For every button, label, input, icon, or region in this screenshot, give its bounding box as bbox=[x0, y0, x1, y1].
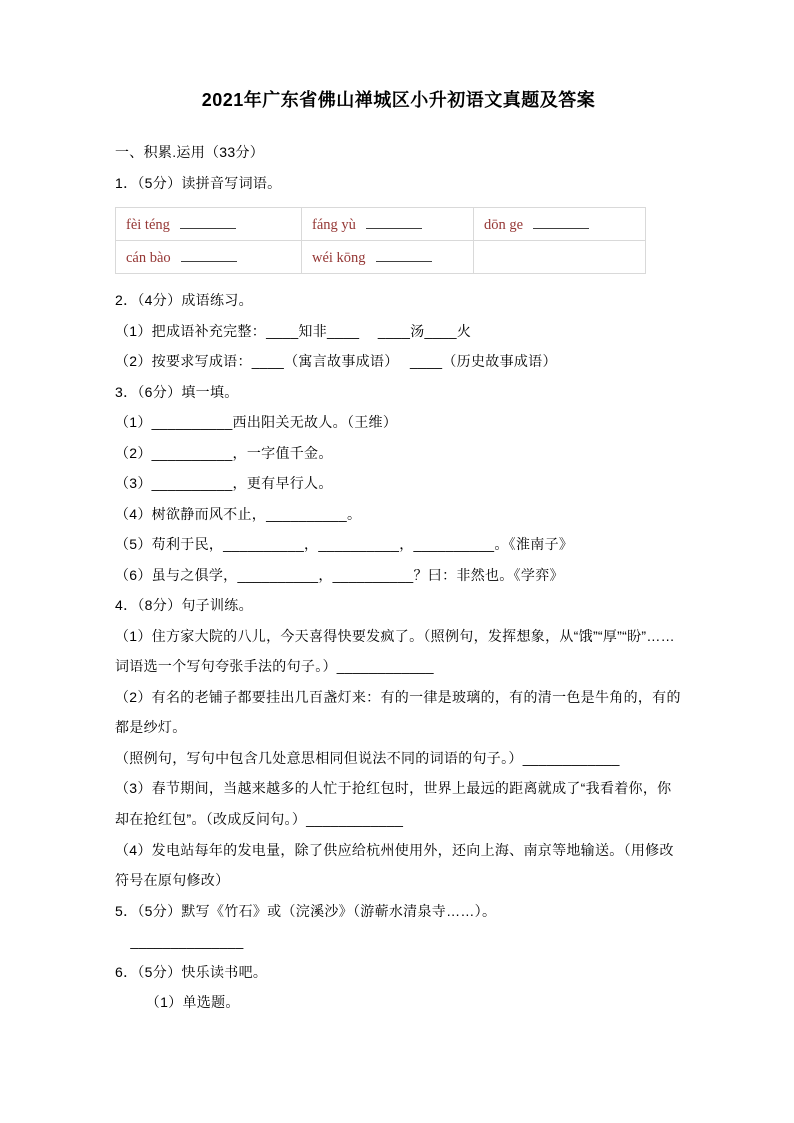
q2-stem: 2．（4分）成语练习。 bbox=[115, 292, 253, 309]
section-heading: 一、积累.运用（33分） bbox=[115, 144, 265, 161]
q4-item-3: （3）春节期间，当越来越多的人忙于抢红包时，世界上最远的距离就成了“我看着你，你却在抢红包”。（改成反问句。）____________ bbox=[115, 780, 672, 827]
q3-item-2: （2）__________，一字值千金。 bbox=[115, 444, 333, 461]
answer-blank bbox=[180, 215, 236, 229]
pinyin-table-row bbox=[116, 241, 646, 274]
pinyin-table-row bbox=[116, 208, 646, 241]
q4-item-2-note: （照例句，写句中包含几处意思相同但说法不同的词语的句子。）____________ bbox=[115, 749, 620, 766]
q6-item-1: （1）单选题。 bbox=[145, 994, 240, 1011]
q1-stem: 1．（5分）读拼音写词语。 bbox=[115, 174, 282, 191]
page-title: 2021年广东省佛山禅城区小升初语文真题及答案 bbox=[201, 90, 596, 110]
q4-item-2: （2）有名的老铺子都要挂出几百盏灯来：有的一律是玻璃的，有的清一色是牛角的，有的都是纱灯。 bbox=[115, 688, 681, 736]
q3-item-6: （6）虽与之俱学，__________，__________？曰：非然也。《学弈》 bbox=[115, 566, 564, 583]
pinyin-text: wéi kōng bbox=[312, 249, 366, 266]
q4-item-1: （1）住方家大院的八儿，今天喜得快要发疯了。（照例句，发挥想象，从“饿”“厚”“盼”……词语选一个写句夸张手法的句子。）____________ bbox=[115, 627, 675, 675]
pinyin-cell bbox=[474, 241, 646, 274]
pinyin-cell bbox=[116, 241, 302, 274]
pinyin-table-body bbox=[116, 208, 646, 274]
q2-item-2: （2）按要求写成语：____（寓言故事成语） ____（历史故事成语） bbox=[115, 353, 557, 370]
pinyin-text: dōn ge bbox=[484, 216, 524, 233]
answer-blank bbox=[533, 215, 589, 229]
pinyin-text: fáng yù bbox=[312, 216, 356, 233]
q6-stem: 6．（5分）快乐读书吧。 bbox=[115, 963, 268, 980]
pinyin-text: fèi téng bbox=[126, 216, 170, 233]
pinyin-cell bbox=[474, 208, 646, 241]
q3-item-3: （3）__________，更有早行人。 bbox=[115, 475, 333, 492]
q5-stem: 5．（5分）默写《竹石》或（浣溪沙》（游蕲水清泉寺……）。 bbox=[115, 902, 497, 919]
pinyin-cell bbox=[302, 208, 474, 241]
pinyin-cell bbox=[302, 241, 474, 274]
pinyin-text: cán bào bbox=[126, 249, 171, 266]
q4-stem: 4．（8分）句子训练。 bbox=[115, 597, 253, 614]
q3-item-4: （4）树欲静而风不止，__________。 bbox=[115, 505, 362, 522]
answer-blank bbox=[376, 248, 432, 262]
q4-item-4: （4）发电站每年的发电量，除了供应给杭州使用外，还向上海、南京等地输送。（用修改符号在原句修改） bbox=[115, 841, 674, 889]
pinyin-words-table bbox=[115, 207, 646, 274]
answer-blank bbox=[366, 215, 422, 229]
q3-item-1: （1）__________西出阳关无故人。（王维） bbox=[115, 414, 398, 431]
pinyin-cell bbox=[116, 208, 302, 241]
q3-stem: 3．（6分）填一填。 bbox=[115, 383, 239, 400]
answer-blank bbox=[181, 248, 237, 262]
q2-item-1: （1）把成语补充完整：____知非____ ____汤____火 bbox=[115, 322, 472, 339]
q5-answer-blank: ______________ bbox=[130, 933, 244, 950]
q3-item-5: （5）苟利于民，__________，__________，__________。《淮南子》 bbox=[115, 536, 574, 553]
